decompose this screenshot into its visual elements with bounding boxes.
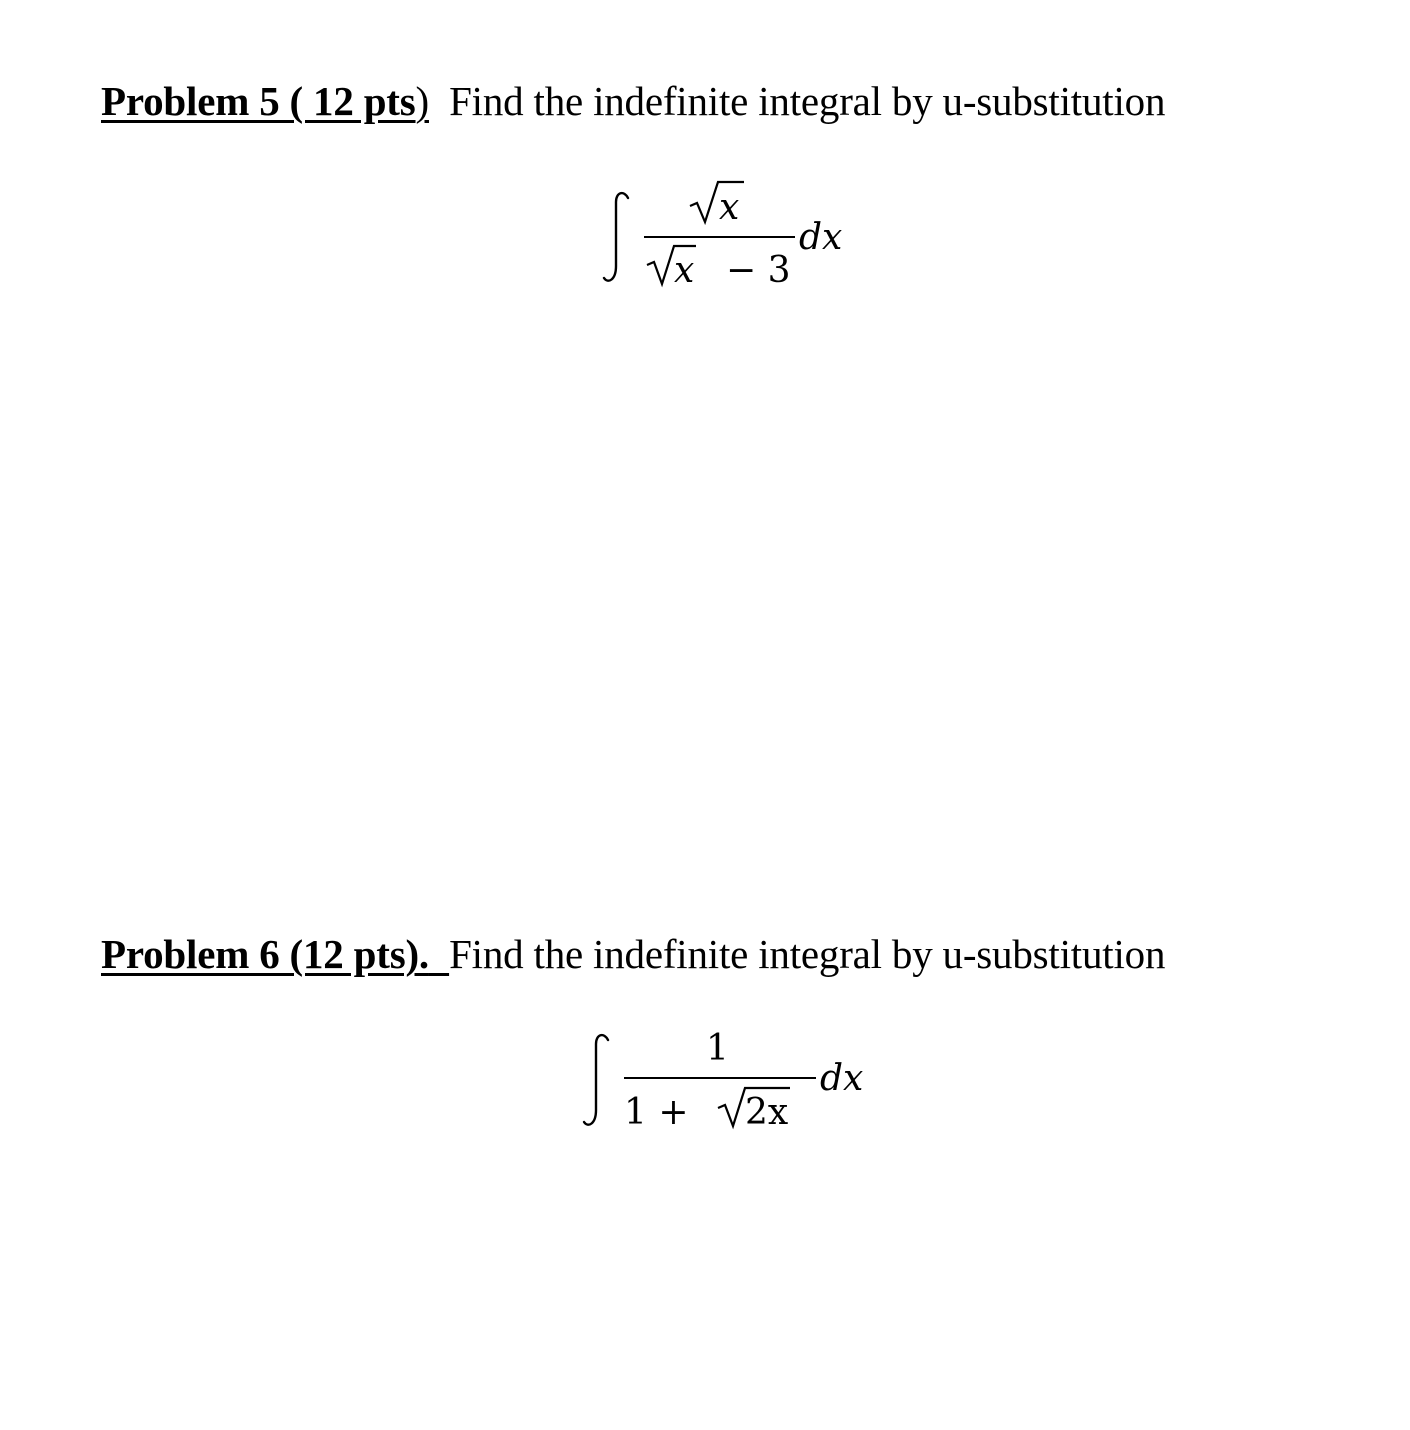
problem-5-label: Problem 5 ( 12 pts	[101, 78, 416, 124]
numerator-radicand: x	[719, 187, 740, 228]
numerator: 1	[706, 1028, 729, 1069]
problem-6-label: Problem 6 (12 pts).	[101, 931, 429, 977]
problem-5-heading	[101, 77, 1165, 125]
denominator-radicand: x	[674, 250, 695, 291]
problem-6-heading	[101, 930, 1165, 978]
differential: dx	[820, 1058, 864, 1099]
problem-6-instruction: Find the indefinite integral by u-substitution	[449, 931, 1166, 977]
denominator-radicand: 2x	[745, 1092, 789, 1133]
problem-6-integral	[578, 1020, 878, 1154]
denominator-rest: − 3	[726, 250, 791, 291]
problem-5-label-tail: )	[415, 78, 429, 124]
integral-sign	[584, 1035, 608, 1125]
problem-6-label-gap	[429, 931, 449, 977]
integral-sign	[604, 193, 628, 281]
differential: dx	[799, 217, 843, 258]
denominator-lead: 1 +	[624, 1092, 689, 1133]
problem-5-instruction: Find the indefinite integral by u-substitution	[428, 78, 1166, 124]
problem-5-integral	[598, 170, 858, 304]
